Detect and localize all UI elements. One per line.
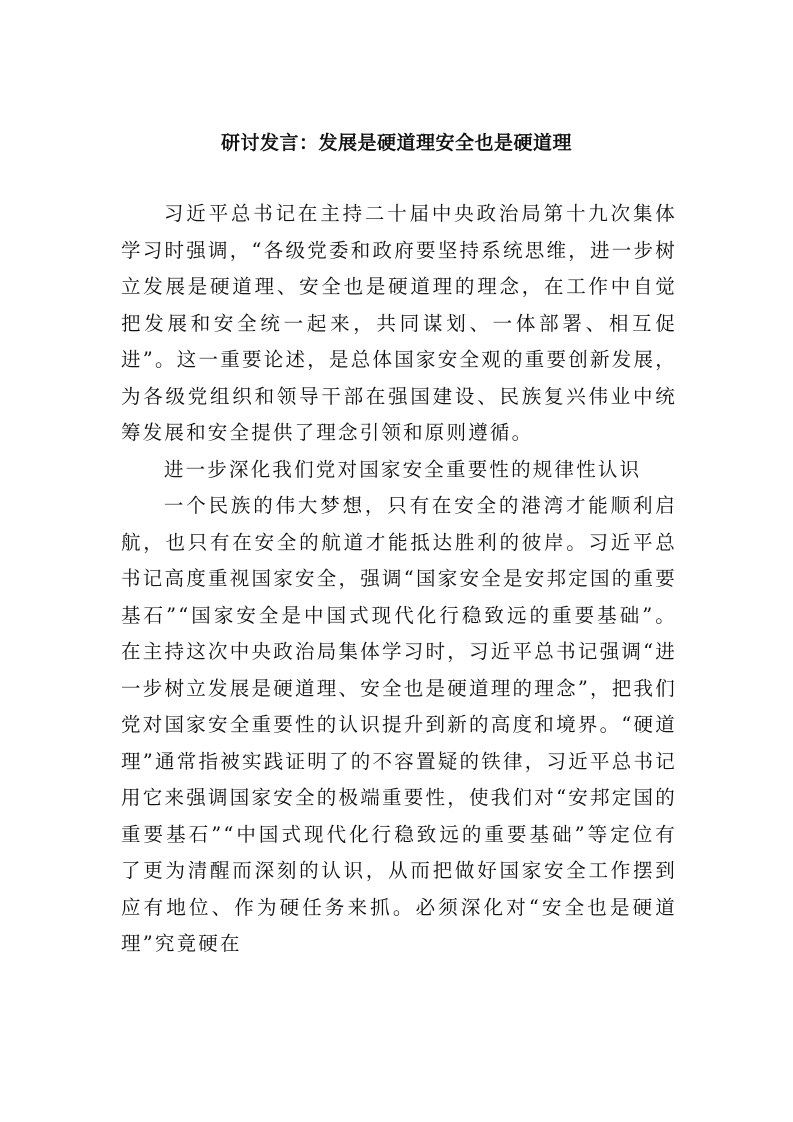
document-title: 研讨发言：发展是硬道理安全也是硬道理 — [220, 132, 572, 154]
document-body — [121, 196, 677, 963]
section-heading: 进一步深化我们党对国家安全重要性的规律性认识 — [163, 457, 642, 481]
paragraph-main: 一个民族的伟大梦想，只有在安全的港湾才能顺利启航，也只有在安全的航道才能抵达胜利的彼岸。习近平总书记高度重视国家安全，强调“国家安全是安邦定国的重要基石”“国家安全是中国式现代化行稳致远的重要基础”。在主持这次中央政治局集体学习时，习近平总书记强调“进一步树立发展是硬道理、安全也是硬道理的理念”，把我们党对国家安全重要性的认识提升到新的高度和境界。“硬道理”通常指被实践证明了的不容置疑的铁律，习近平总书记用它来强调国家安全的极端重要性，使我们对“安邦定国的重要基石”“中国式现代化行稳致远的重要基础”等定位有了更为清醒而深刻的认识，从而把做好国家安全工作摆到应有地位、作为硬任务来抓。必须深化对“安全也是硬道理”究竟硬在 — [121, 494, 677, 955]
paragraph-intro: 习近平总书记在主持二十届中央政治局第十九次集体学习时强调，“各级党委和政府要坚持系统思维，进一步树立发展是硬道理、安全也是硬道理的理念，在工作中自觉把发展和安全统一起来，共同谋划、一体部署、相互促进”。这一重要论述，是总体国家安全观的重要创新发展，为各级党组织和领导干部在强国建设、民族复兴伟业中统筹发展和安全提供了理念引领和原则遵循。 — [121, 202, 677, 444]
